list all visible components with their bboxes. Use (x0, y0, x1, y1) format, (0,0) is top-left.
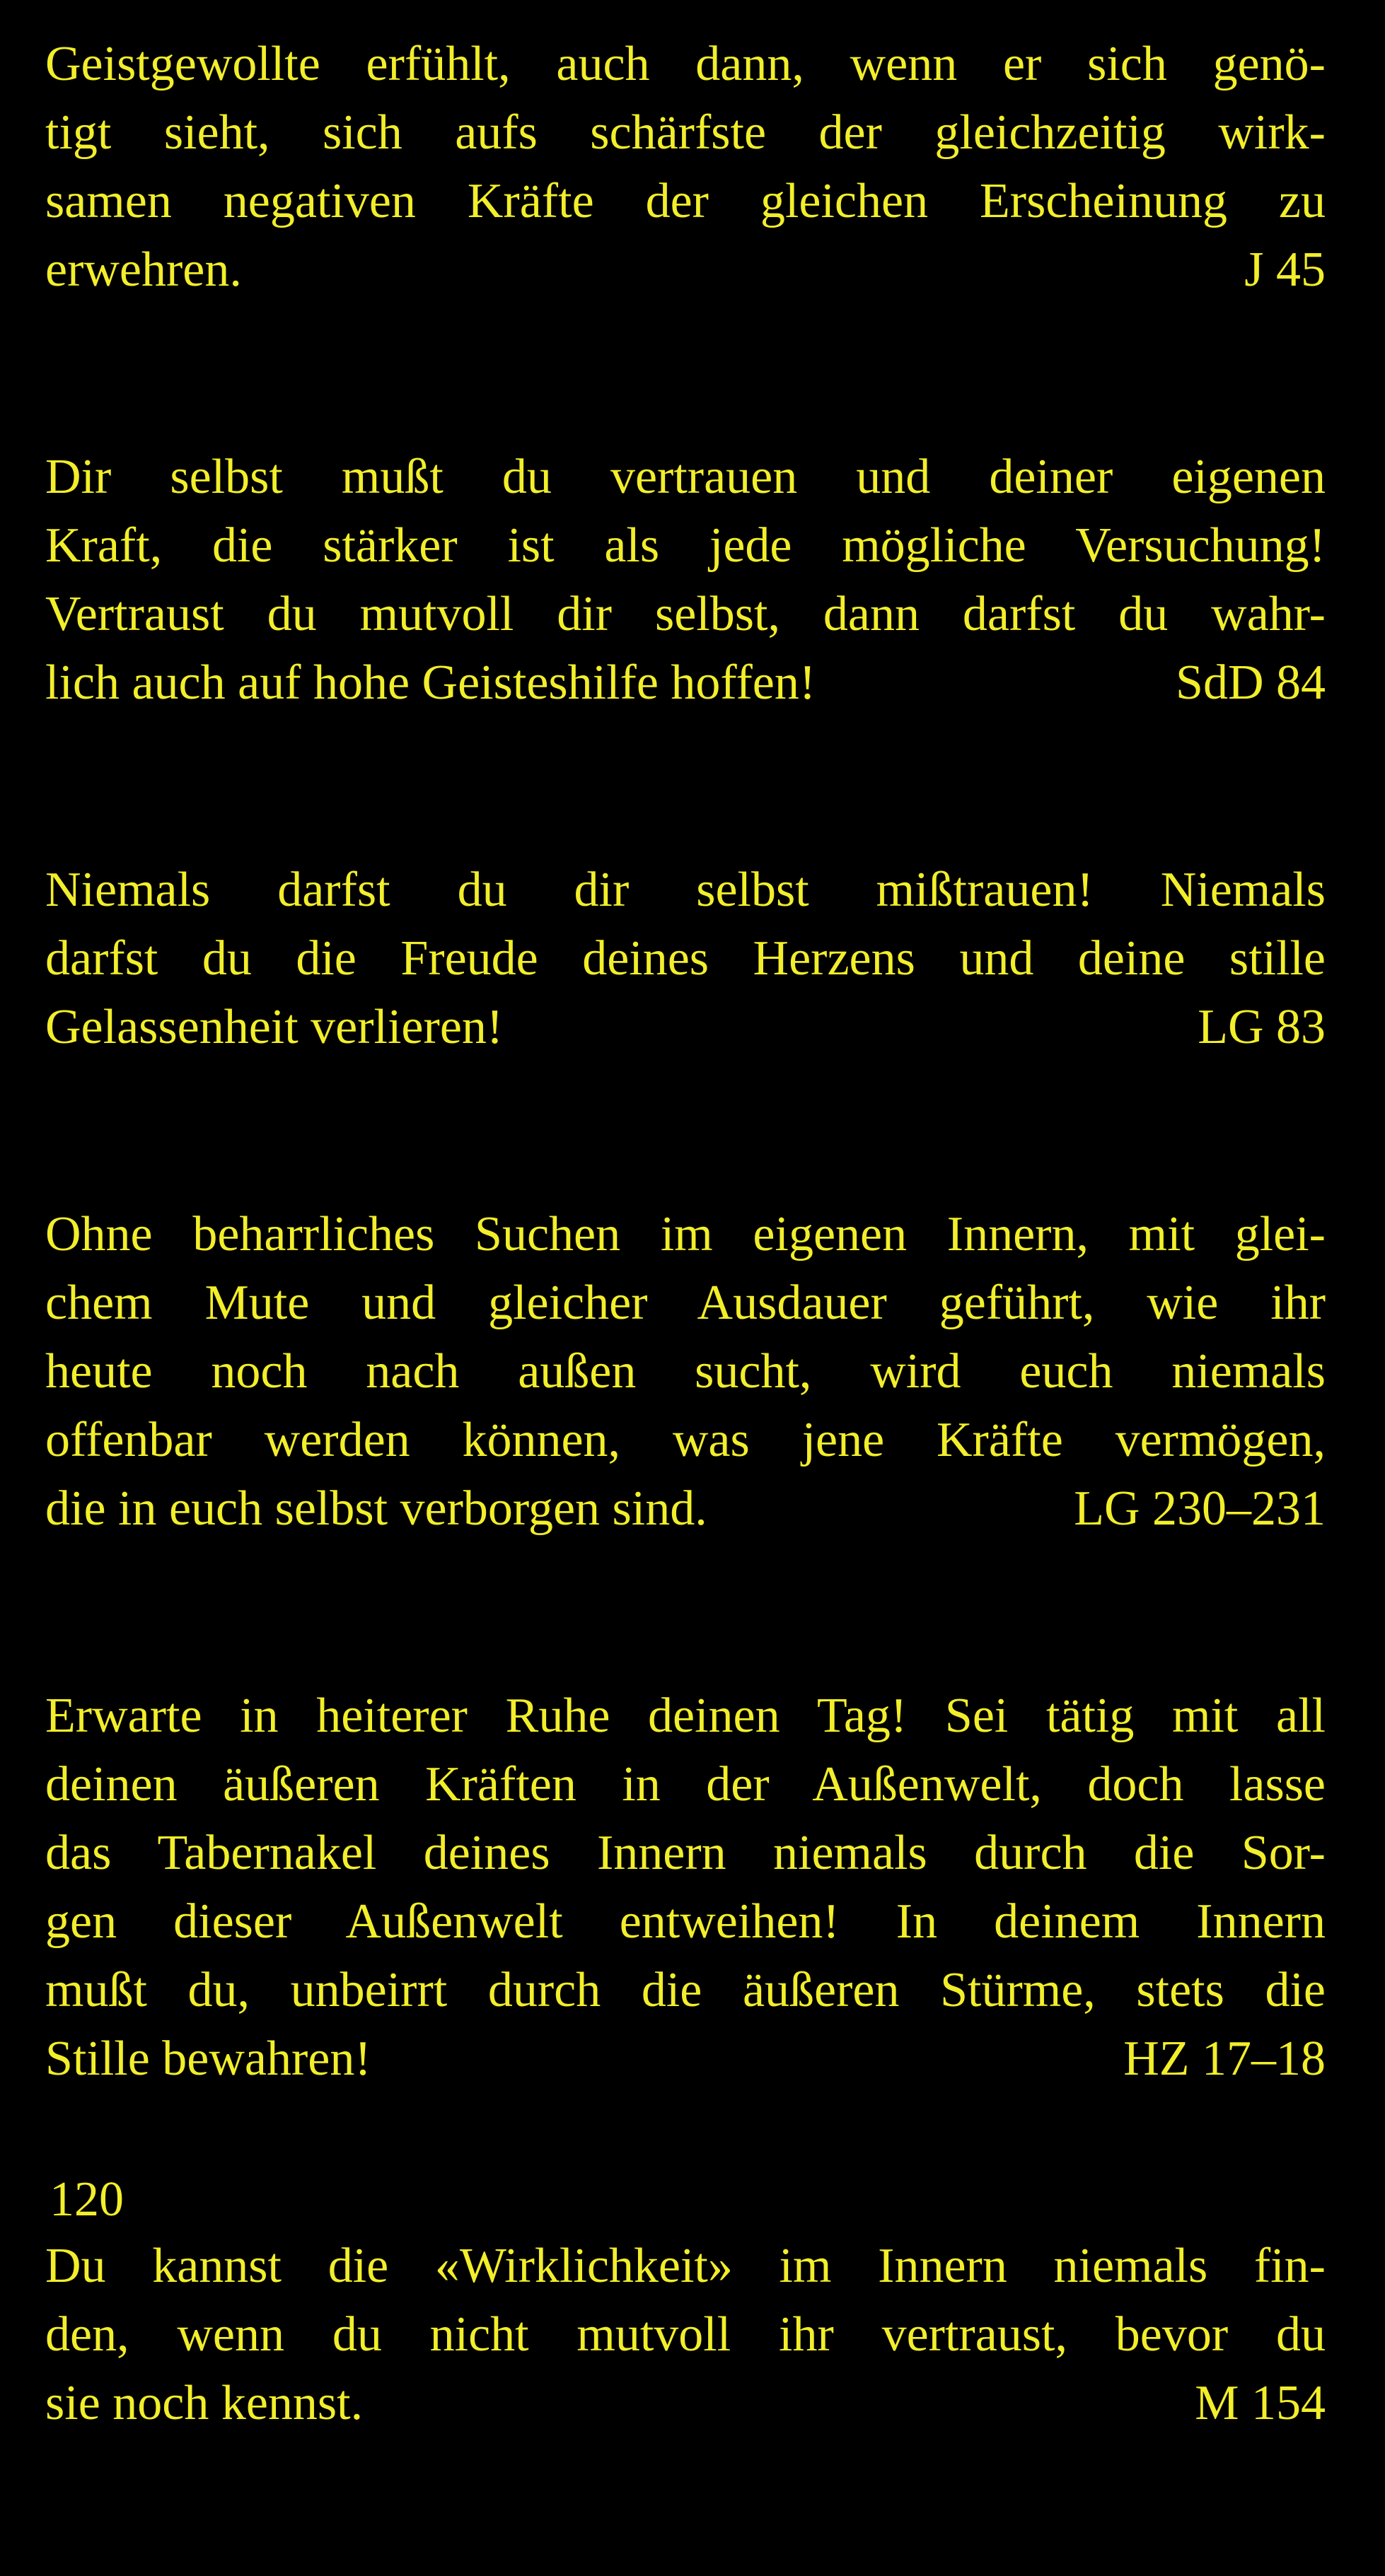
quote-block (45, 1682, 1326, 2093)
text-line: darfst du die Freude deines Herzens und deine stille (45, 931, 1326, 986)
text-line: erwehren. (45, 243, 242, 297)
text-line: mußt du, unbeirrt durch die äußeren Stürme, stets die (45, 1963, 1326, 2017)
last-line (45, 1474, 1326, 1543)
last-line (45, 993, 1326, 1061)
text-line: den, wenn du nicht mutvoll ihr vertraust, bevor du (45, 2307, 1326, 2362)
text-line: Gelassenheit verlieren! (45, 1000, 504, 1054)
source-reference: J 45 (1244, 243, 1326, 297)
text-line: Ohne beharrliches Suchen im eigenen Innern, mit glei- (45, 1207, 1326, 1261)
last-line (45, 235, 1326, 304)
quote-block (45, 856, 1326, 1061)
source-reference: LG 83 (1198, 1000, 1326, 1054)
text-line: Du kannst die «Wirklichkeit» im Innern niemals fin- (45, 2239, 1326, 2293)
text-line: Dir selbst mußt du vertrauen und deiner eigenen (45, 450, 1326, 504)
text-line: heute noch nach außen sucht, wird euch niemals (45, 1344, 1326, 1399)
source-reference: SdD 84 (1176, 655, 1326, 710)
text-line: Kraft, die stärker ist als jede mögliche Versuchung! (45, 518, 1326, 573)
text-line: tigt sieht, sich aufs schärfste der gleichzeitig wirk- (45, 105, 1326, 160)
book-page (45, 30, 1326, 2576)
source-reference: LG 230–231 (1074, 1481, 1326, 1536)
page-number: 120 (50, 2172, 124, 2227)
text-line: lich auch auf hohe Geisteshilfe hoffen! (45, 655, 816, 710)
quote-block (45, 1200, 1326, 1543)
text-line: sie noch kennst. (45, 2376, 364, 2430)
quote-block (45, 443, 1326, 717)
quote-block (45, 30, 1326, 304)
text-line: gen dieser Außenwelt entweihen! In deinem Innern (45, 1894, 1326, 1949)
last-line (45, 648, 1326, 717)
text-line: Geistgewollte erfühlt, auch dann, wenn er sich genö- (45, 37, 1326, 91)
text-line: Erwarte in heiterer Ruhe deinen Tag! Sei tätig mit all (45, 1689, 1326, 1743)
text-line: das Tabernakel deines Innern niemals durch die Sor- (45, 1826, 1326, 1880)
text-line: deinen äußeren Kräften in der Außenwelt, doch lasse (45, 1757, 1326, 1812)
text-line: Vertraust du mutvoll dir selbst, dann darfst du wahr- (45, 587, 1326, 641)
text-line: chem Mute und gleicher Ausdauer geführt, wie ihr (45, 1276, 1326, 1330)
last-line (45, 2369, 1326, 2437)
source-reference: M 154 (1195, 2376, 1326, 2430)
text-line: Niemals darfst du dir selbst mißtrauen! Niemals (45, 863, 1326, 917)
source-reference: HZ 17–18 (1123, 2032, 1326, 2086)
text-line: die in euch selbst verborgen sind. (45, 1481, 707, 1536)
text-line: offenbar werden können, was jene Kräfte vermögen, (45, 1413, 1326, 1467)
text-line: Stille bewahren! (45, 2032, 371, 2086)
last-line (45, 2024, 1326, 2093)
text-line: samen negativen Kräfte der gleichen Erscheinung zu (45, 174, 1326, 228)
